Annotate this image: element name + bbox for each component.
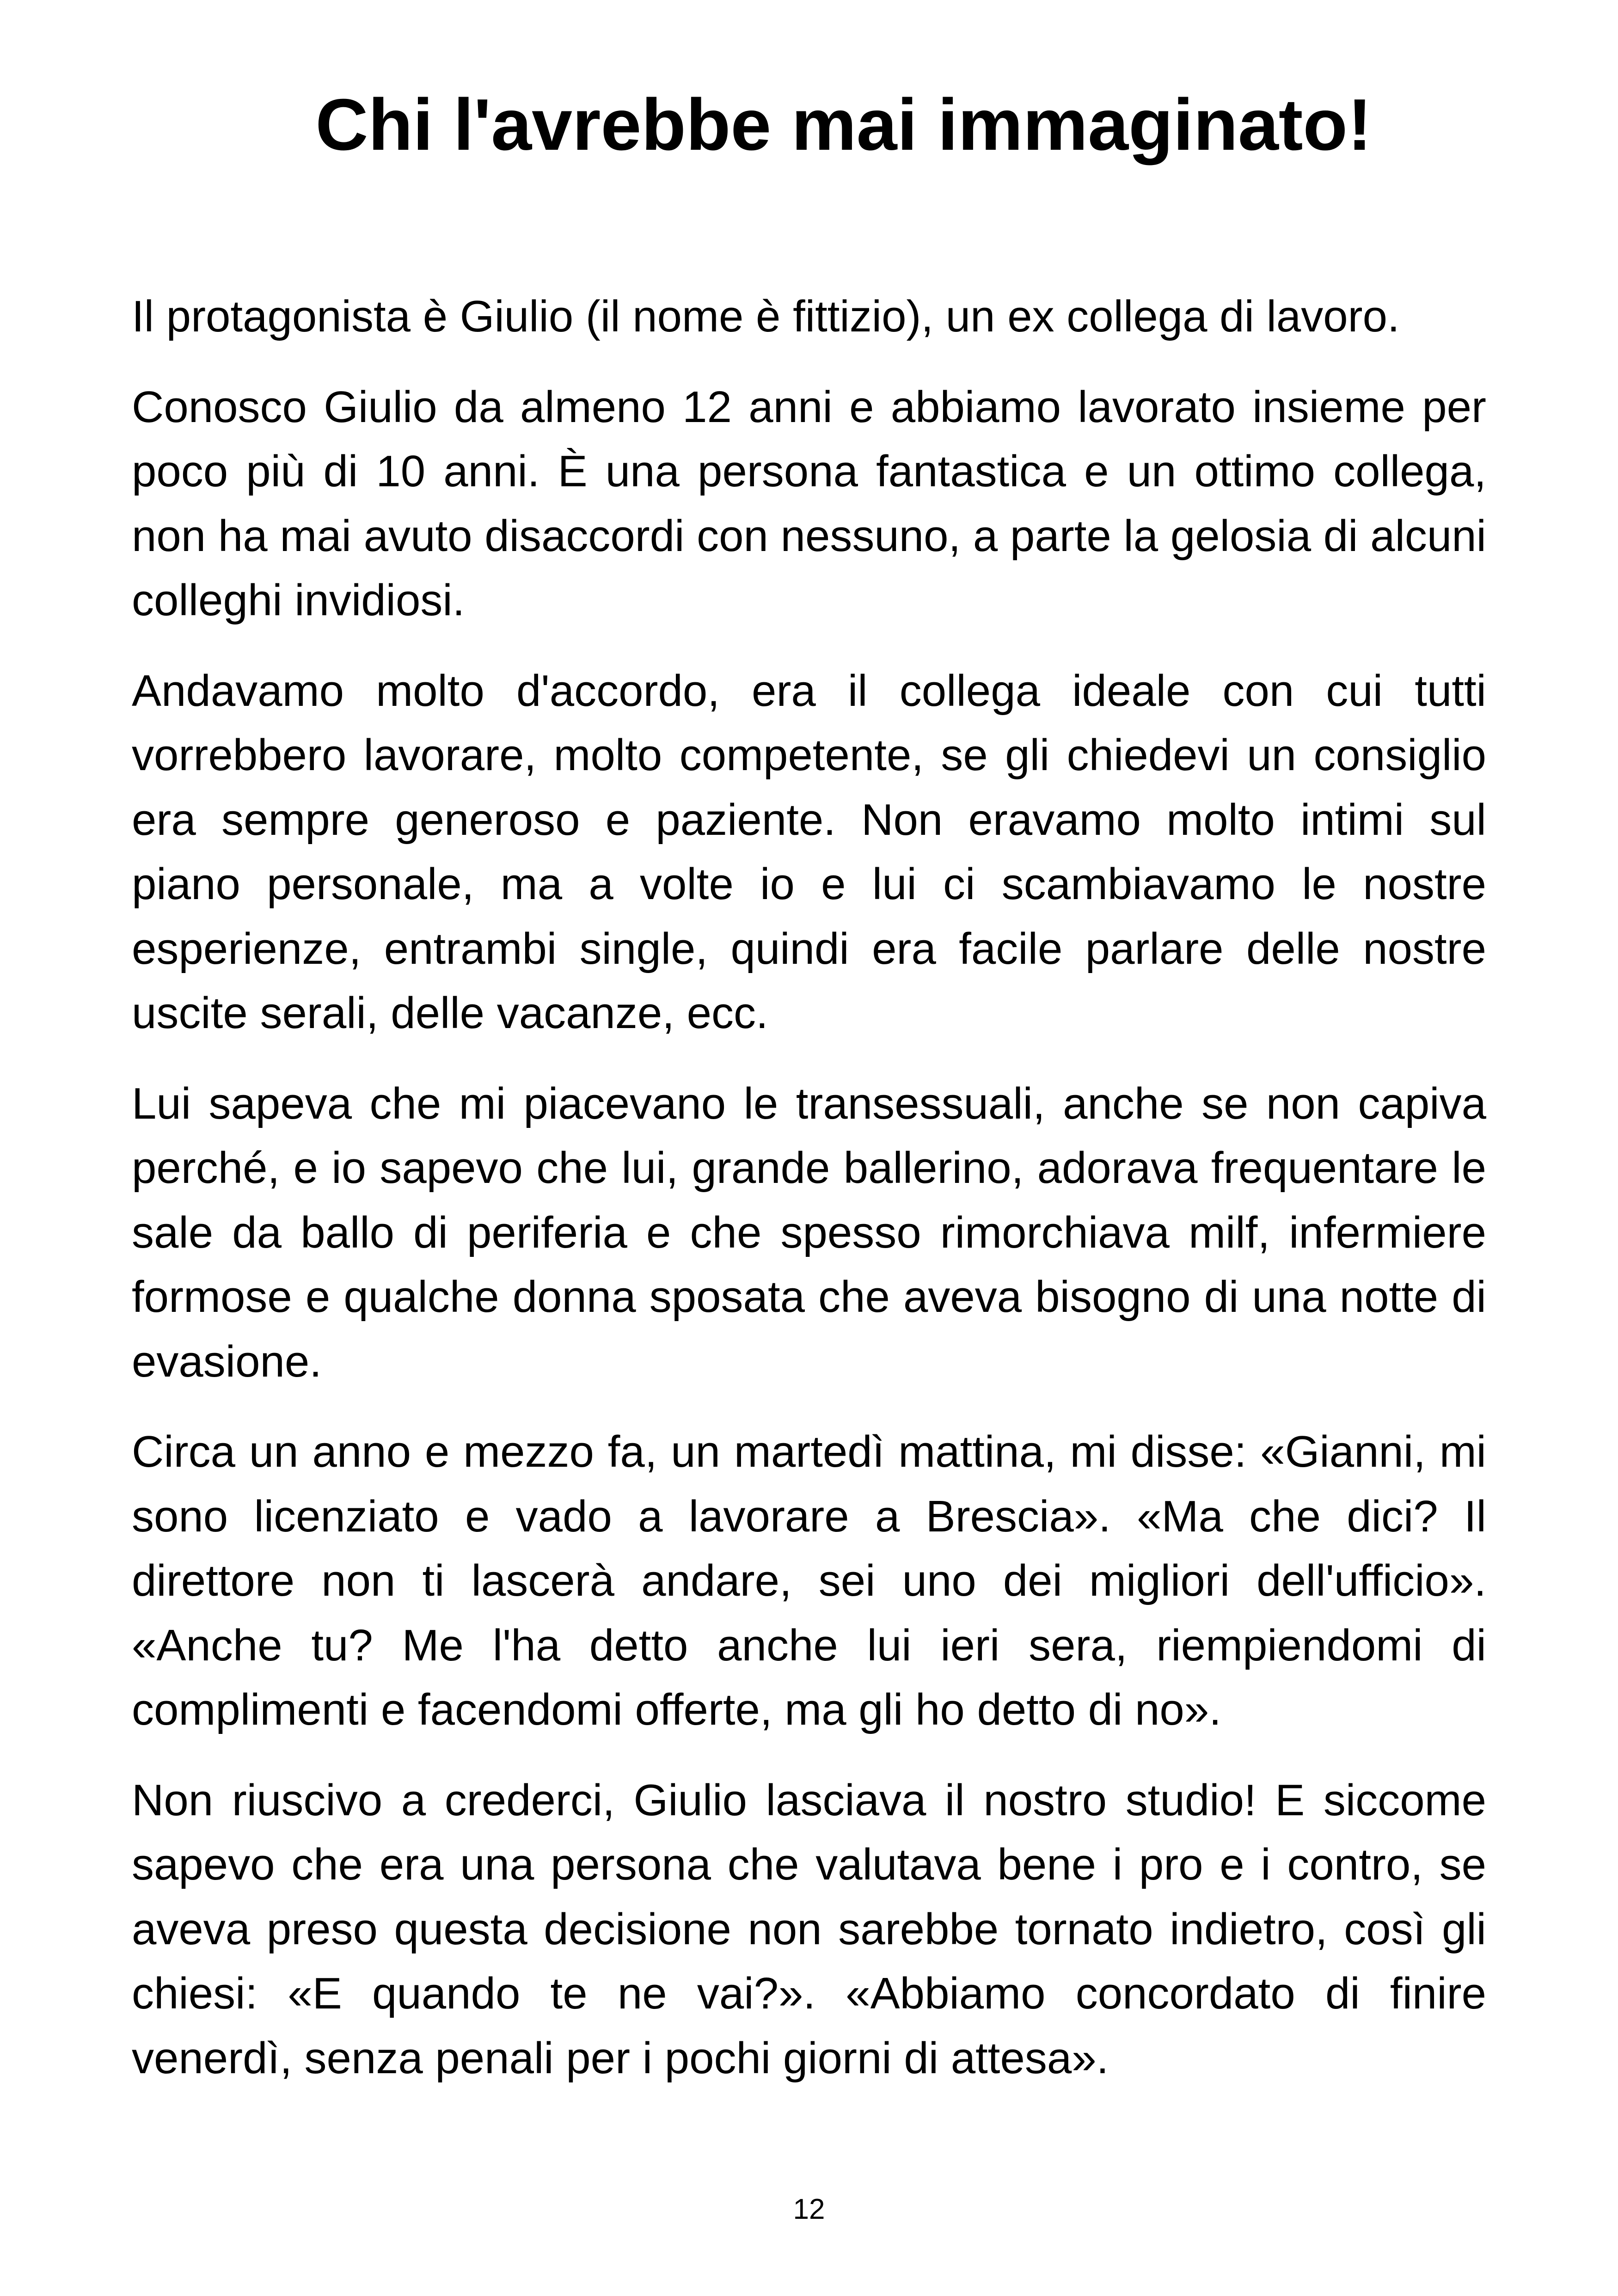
paragraph-2: Conosco Giulio da almeno 12 anni e abbiamo lavorato insieme per poco più di 10 anni. È una persona fantastica e un ottimo collega, non ha mai avuto disaccordi con nessuno, a parte la gelosia di alcuni colleghi invidiosi. (132, 382, 1486, 625)
page-number: 12 (793, 2193, 825, 2225)
paragraph-6: Non riuscivo a crederci, Giulio lasciava il nostro studio! E siccome sapevo che era una persona che valutava bene i pro e i contro, se aveva preso questa decisione non sarebbe tornato indietro, così gli chiesi: «E quando te ne vai?». «Abbiamo concordato di finire venerdì, senza penali per i pochi giorni di attesa». (132, 1775, 1486, 2083)
paragraph-5: Circa un anno e mezzo fa, un martedì mattina, mi disse: «Gianni, mi sono licenziato e vado a lavorare a Brescia». «Ma che dici? Il direttore non ti lascerà andare, sei uno dei migliori dell'ufficio». «Anche tu? Me l'ha detto anche lui ieri sera, riempiendomi di complimenti e facendomi offerte, ma gli ho detto di no». (132, 1427, 1486, 1734)
body-text (132, 284, 1486, 2116)
paragraph-1: Il protagonista è Giulio (il nome è fittizio), un ex collega di lavoro. (132, 292, 1400, 341)
paragraph-4: Lui sapeva che mi piacevano le transessuali, anche se non capiva perché, e io sapevo che lui, grande ballerino, adorava frequentare le sale da ballo di periferia e che spesso rimorchiava milf, infermiere formose e qualche donna sposata che aveva bisogno di una notte di evasione. (132, 1078, 1486, 1386)
paragraph-3: Andavamo molto d'accordo, era il collega ideale con cui tutti vorrebbero lavorare, molto competente, se gli chiedevi un consiglio era sempre generoso e paziente. Non eravamo molto intimi sul piano personale, ma a volte io e lui ci scambiavamo le nostre esperienze, entrambi single, quindi era facile parlare delle nostre uscite serali, delle vacanze, ecc. (132, 666, 1486, 1038)
chapter-title: Chi l'avrebbe mai immaginato! (315, 84, 1372, 165)
